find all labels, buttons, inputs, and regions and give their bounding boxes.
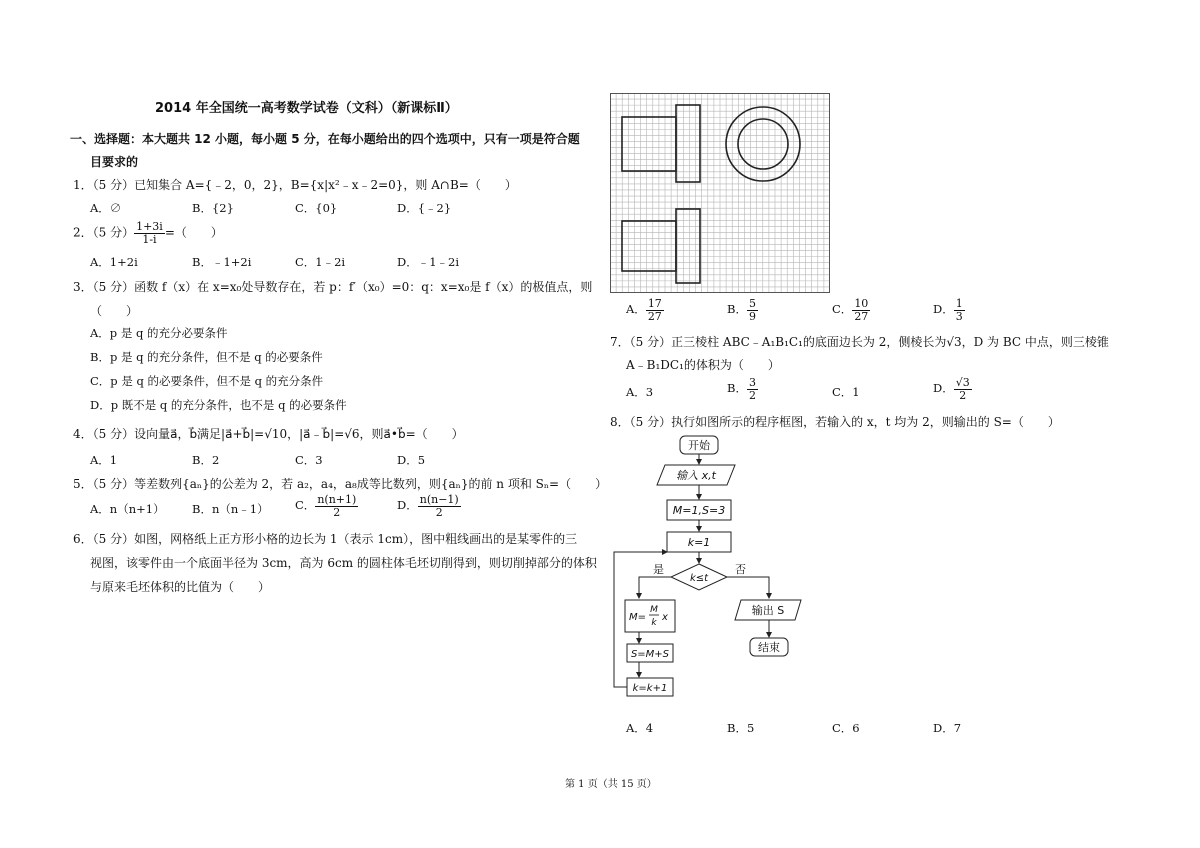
q5-option-c	[295, 494, 358, 518]
q6-option-c-label: C．	[832, 302, 853, 317]
q3-option-d: D．p 既不是 q 的充分条件，也不是 q 的必要条件	[90, 398, 347, 412]
q2-prefix: 2．（5 分）	[73, 225, 135, 240]
q7-option-a: A．3	[626, 385, 654, 399]
q7-option-b-label: B．	[727, 381, 747, 396]
q6-b-denominator: 9	[748, 309, 756, 323]
question-7-line2: A﹣B₁DC₁的体积为（ ）	[626, 358, 780, 372]
flowchart-step3-label: k=k+1	[632, 683, 668, 694]
q3-option-c: C．p 是 q 的必要条件，但不是 q 的充分条件	[90, 374, 324, 388]
q1-option-b: B．{2}	[192, 201, 234, 215]
q5-option-c-fraction	[315, 494, 358, 518]
q5-d-numerator: n(n−1)	[419, 493, 459, 506]
q6-b-numerator: 5	[748, 297, 756, 310]
flowchart-step2-label: S=M+S	[630, 649, 670, 660]
section-heading-line2: 目要求的	[90, 155, 139, 169]
question-3-line1: 3．（5 分）函数 f（x）在 x=x₀处导数存在，若 p：f′（x₀）=0：q：x=x₀是 f（x）的极值点，则	[73, 280, 593, 294]
q3-option-b: B．p 是 q 的充分条件，但不是 q 的必要条件	[90, 350, 323, 364]
flowchart-start-label: 开始	[688, 439, 710, 452]
q6-option-a	[626, 298, 664, 322]
q5-option-b: B．n（n﹣1）	[192, 502, 269, 516]
q6-c-numerator: 10	[854, 297, 869, 310]
q5-option-a: A．n（n+1）	[90, 502, 165, 516]
q6-option-a-fraction	[646, 298, 664, 322]
q7-option-d-label: D．	[933, 381, 954, 396]
q8-option-b: B．5	[727, 721, 755, 735]
q5-c-numerator: n(n+1)	[317, 493, 357, 506]
question-3-line2: （ ）	[90, 304, 139, 318]
q6-option-c-fraction	[852, 298, 870, 322]
flowchart-output-label: 输出 S	[751, 604, 785, 617]
front-view	[622, 105, 700, 182]
question-6-line1: 6．（5 分）如图，网格纸上正方形小格的边长为 1（表示 1cm），图中粗线画出的是某零件的三	[73, 532, 578, 546]
q4-option-c: C．3	[295, 453, 323, 467]
flowchart-init1-label: M=1,S=3	[672, 504, 726, 517]
q7-option-d	[933, 377, 972, 401]
flowchart-no-label: 否	[735, 563, 746, 576]
q2-fraction	[134, 221, 165, 245]
flowchart-end-label: 结束	[758, 641, 780, 654]
q1-option-a: A．∅	[90, 201, 122, 215]
q3-option-a: A．p 是 q 的充分必要条件	[90, 326, 228, 340]
question-2	[73, 221, 223, 245]
question-4: 4．（5 分）设向量a⃗，b⃗满足|a⃗+b⃗|=√10，|a⃗﹣b⃗|=√6，则a⃗•b⃗=（ ）	[73, 427, 464, 441]
question-8: 8．（5 分）执行如图所示的程序框图，若输入的 x，t 均为 2，则输出的 S=（ ）	[610, 415, 1060, 429]
q2-numerator: 1+3i	[136, 220, 163, 233]
q6-option-a-label: A．	[626, 302, 646, 317]
q7-option-c: C．1	[832, 385, 860, 399]
flowchart-step1-denominator: k	[651, 618, 657, 628]
flowchart-condition-label: k≤t	[689, 573, 709, 584]
q6-c-denominator: 27	[854, 309, 869, 323]
question-1: 1．（5 分）已知集合 A={﹣2，0，2}，B={x|x²﹣x﹣2=0}，则 A∩B=（ ）	[73, 178, 517, 192]
q7-d-numerator: √3	[955, 376, 970, 389]
section-heading-line1: 一、选择题：本大题共 12 小题，每小题 5 分，在每小题给出的四个选项中，只有一项是符合题	[70, 132, 580, 146]
flowchart-step1-lhs: M=	[629, 612, 647, 623]
three-view-figure	[610, 93, 830, 293]
q6-a-denominator: 27	[647, 309, 662, 323]
q2-option-d: D．﹣1﹣2i	[397, 255, 460, 269]
q7-b-denominator: 2	[748, 388, 756, 402]
q7-option-d-fraction	[954, 377, 972, 401]
q7-option-b-fraction	[747, 377, 758, 401]
q7-b-numerator: 3	[748, 376, 756, 389]
q6-a-numerator: 17	[647, 297, 662, 310]
q6-option-c	[832, 298, 870, 322]
q4-option-a: A．1	[90, 453, 118, 467]
q7-option-b	[727, 377, 758, 401]
q5-option-c-label: C．	[295, 498, 316, 513]
q1-option-c: C．{0}	[295, 201, 338, 215]
q4-option-d: D．5	[397, 453, 426, 467]
flowchart	[605, 430, 815, 710]
flowchart-init2-label: k=1	[687, 536, 711, 549]
flowchart-yes-label: 是	[653, 563, 664, 576]
q2-option-a: A．1+2i	[90, 255, 138, 269]
q6-option-d	[933, 298, 965, 322]
flowchart-input-label: 输入 x,t	[676, 469, 716, 482]
q8-option-c: C．6	[832, 721, 860, 735]
flowchart-step1-rhs: x	[662, 612, 668, 623]
question-6-line3: 与原来毛坯体积的比值为（ ）	[90, 580, 271, 594]
q7-d-denominator: 2	[959, 388, 967, 402]
q6-option-d-fraction	[954, 298, 965, 322]
q6-d-denominator: 3	[955, 309, 963, 323]
q2-option-b: B．﹣1+2i	[192, 255, 252, 269]
q6-option-d-label: D．	[933, 302, 954, 317]
page-title: 2014 年全国统一高考数学试卷（文科）（新课标Ⅱ）	[155, 101, 458, 116]
question-6-line2: 视图，该零件由一个底面半径为 3cm，高为 6cm 的圆柱体毛坯切削得到，则切削掉部分的体积	[90, 556, 597, 570]
q2-option-c: C．1﹣2i	[295, 255, 346, 269]
flowchart-step1-numerator: M	[650, 605, 658, 615]
q8-option-d: D．7	[933, 721, 962, 735]
q5-option-d	[397, 494, 461, 518]
q4-option-b: B．2	[192, 453, 220, 467]
q8-option-a: A．4	[626, 721, 654, 735]
q6-option-b	[727, 298, 758, 322]
q6-option-b-label: B．	[727, 302, 747, 317]
page-footer: 第 1 页（共 15 页）	[565, 779, 657, 790]
q6-d-numerator: 1	[955, 297, 963, 310]
question-5: 5．（5 分）等差数列{aₙ}的公差为 2，若 a₂，a₄，a₈成等比数列，则{aₙ}的前 n 项和 Sₙ=（ ）	[73, 477, 608, 491]
q1-option-d: D．{﹣2}	[397, 201, 452, 215]
q5-option-d-fraction	[418, 494, 461, 518]
q2-suffix: =（ ）	[164, 225, 223, 240]
q6-option-b-fraction	[747, 298, 758, 322]
q2-denominator: 1-i	[142, 232, 157, 246]
q5-c-denominator: 2	[333, 505, 341, 519]
question-7-line1: 7．（5 分）正三棱柱 ABC﹣A₁B₁C₁的底面边长为 2，侧棱长为√3，D 为 BC 中点，则三棱锥	[610, 335, 1109, 349]
q5-d-denominator: 2	[435, 505, 443, 519]
q5-option-d-label: D．	[397, 498, 418, 513]
grid-lines	[610, 93, 830, 293]
